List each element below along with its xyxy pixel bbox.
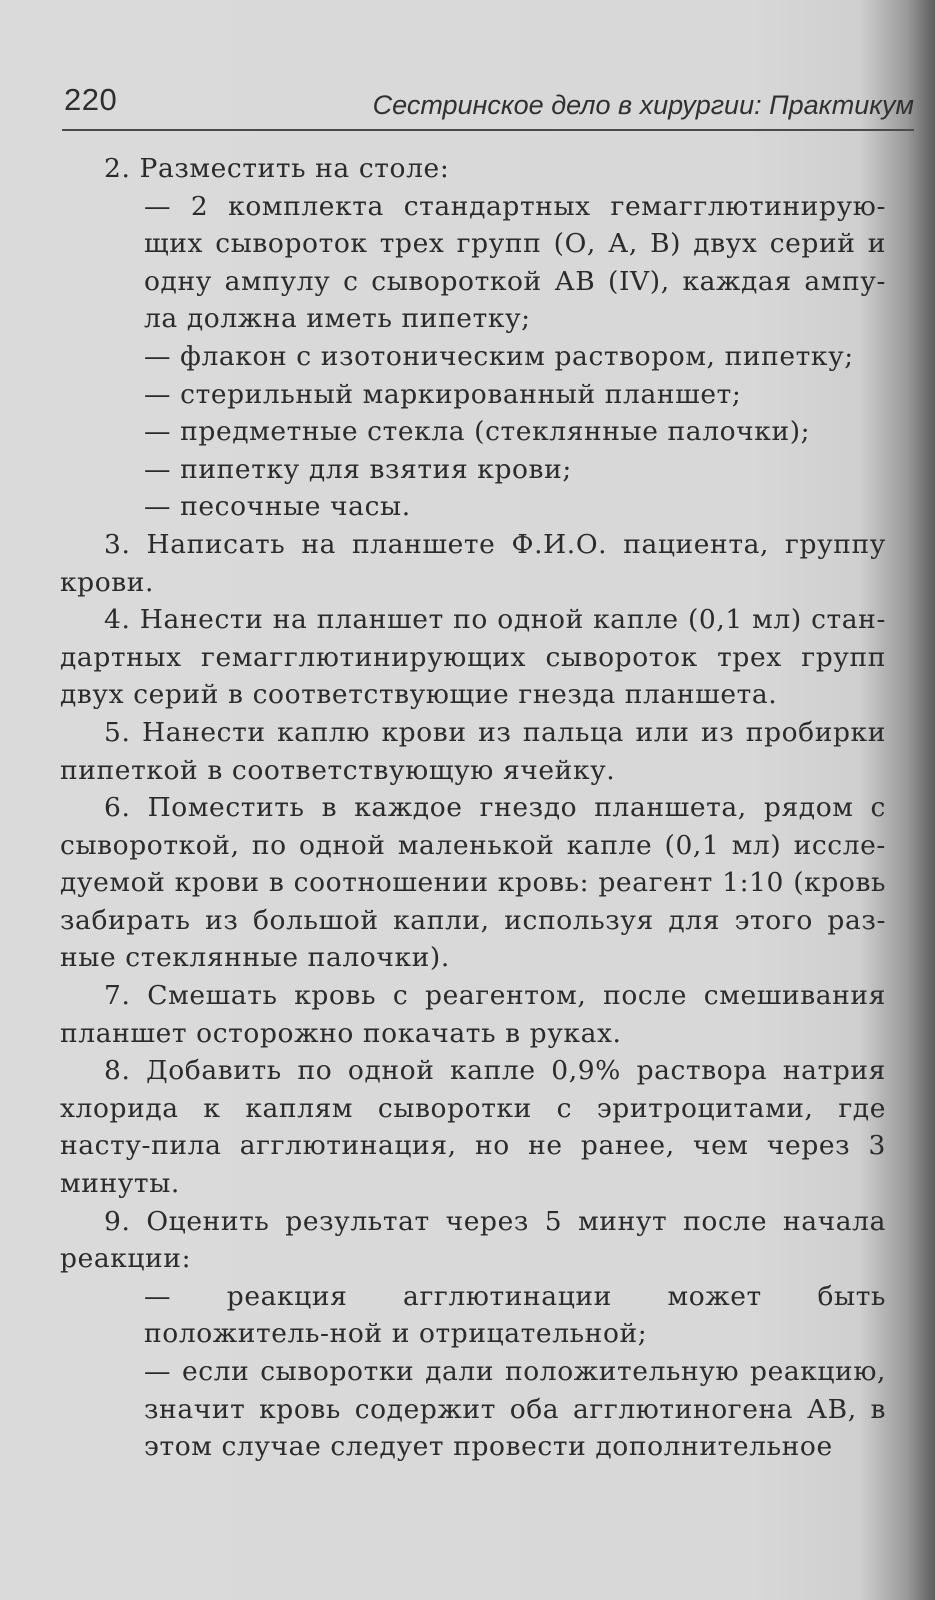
list-item: — реакция агглютинации может быть положитель-ной и отрицательной; [144, 1278, 886, 1353]
step-4: 4. Нанести на планшет по одной капле (0,1 мл) стан-дартных гемагглютинирующих сывороток трех групп двух серий в соответствующие гнезда планшета. [60, 604, 886, 711]
step-7: 7. Смешать кровь с реагентом, после смешивания планшет осторожно покачать в руках. [60, 980, 886, 1049]
page-body [60, 150, 886, 1466]
step-9-list [60, 1278, 886, 1466]
step-3: 3. Написать на планшете Ф.И.О. пациента, группу крови. [60, 528, 886, 598]
step-2-list [60, 188, 886, 526]
page-number: 220 [64, 82, 118, 117]
list-item: — песочные часы. [144, 488, 886, 526]
step-2-title: 2. Разместить на столе: [104, 153, 450, 184]
running-title: Сестринское дело в хирургии: Практикум [372, 90, 914, 120]
list-item: — предметные стекла (стеклянные палочки); [144, 413, 886, 451]
step-8: 8. Добавить по одной капле 0,9% раствора натрия хлорида к каплям сыворотки с эритроцитами, где насту-пила агглютинация, но не ранее, чем через 3 минуты. [60, 1055, 886, 1200]
list-item: — пипетку для взятия крови; [144, 451, 886, 489]
list-item: — стерильный маркированный планшет; [144, 376, 886, 414]
page-header [62, 82, 914, 132]
step-6: 6. Поместить в каждое гнездо планшета, рядом с сывороткой, по одной маленькой капле (0,1 мл) иссле-дуемой крови в соотношении кровь: реагент 1:10 (кровь забирать из большой капли, используя для этого раз-ные стеклянные палочки). [60, 792, 886, 974]
step-5: 5. Нанести каплю крови из пальца или из пробирки пипеткой в соответствующую ячейку. [60, 716, 886, 786]
list-item: — 2 комплекта стандартных гемагглютинирую-щих сывороток трех групп (О, А, В) двух серий и одну ампулу с сывороткой АВ (IV), каждая ампу-ла должна иметь пипетку; [144, 188, 886, 338]
header-rule [62, 129, 914, 131]
list-item: — флакон с изотоническим раствором, пипетку; [144, 338, 886, 376]
list-item: — если сыворотки дали положительную реакцию, значит кровь содержит оба агглютиногена АВ, в этом случае следует провести дополнительное [144, 1353, 886, 1466]
step-9-title: 9. Оценить результат через 5 минут после начала реакции: [60, 1205, 886, 1275]
